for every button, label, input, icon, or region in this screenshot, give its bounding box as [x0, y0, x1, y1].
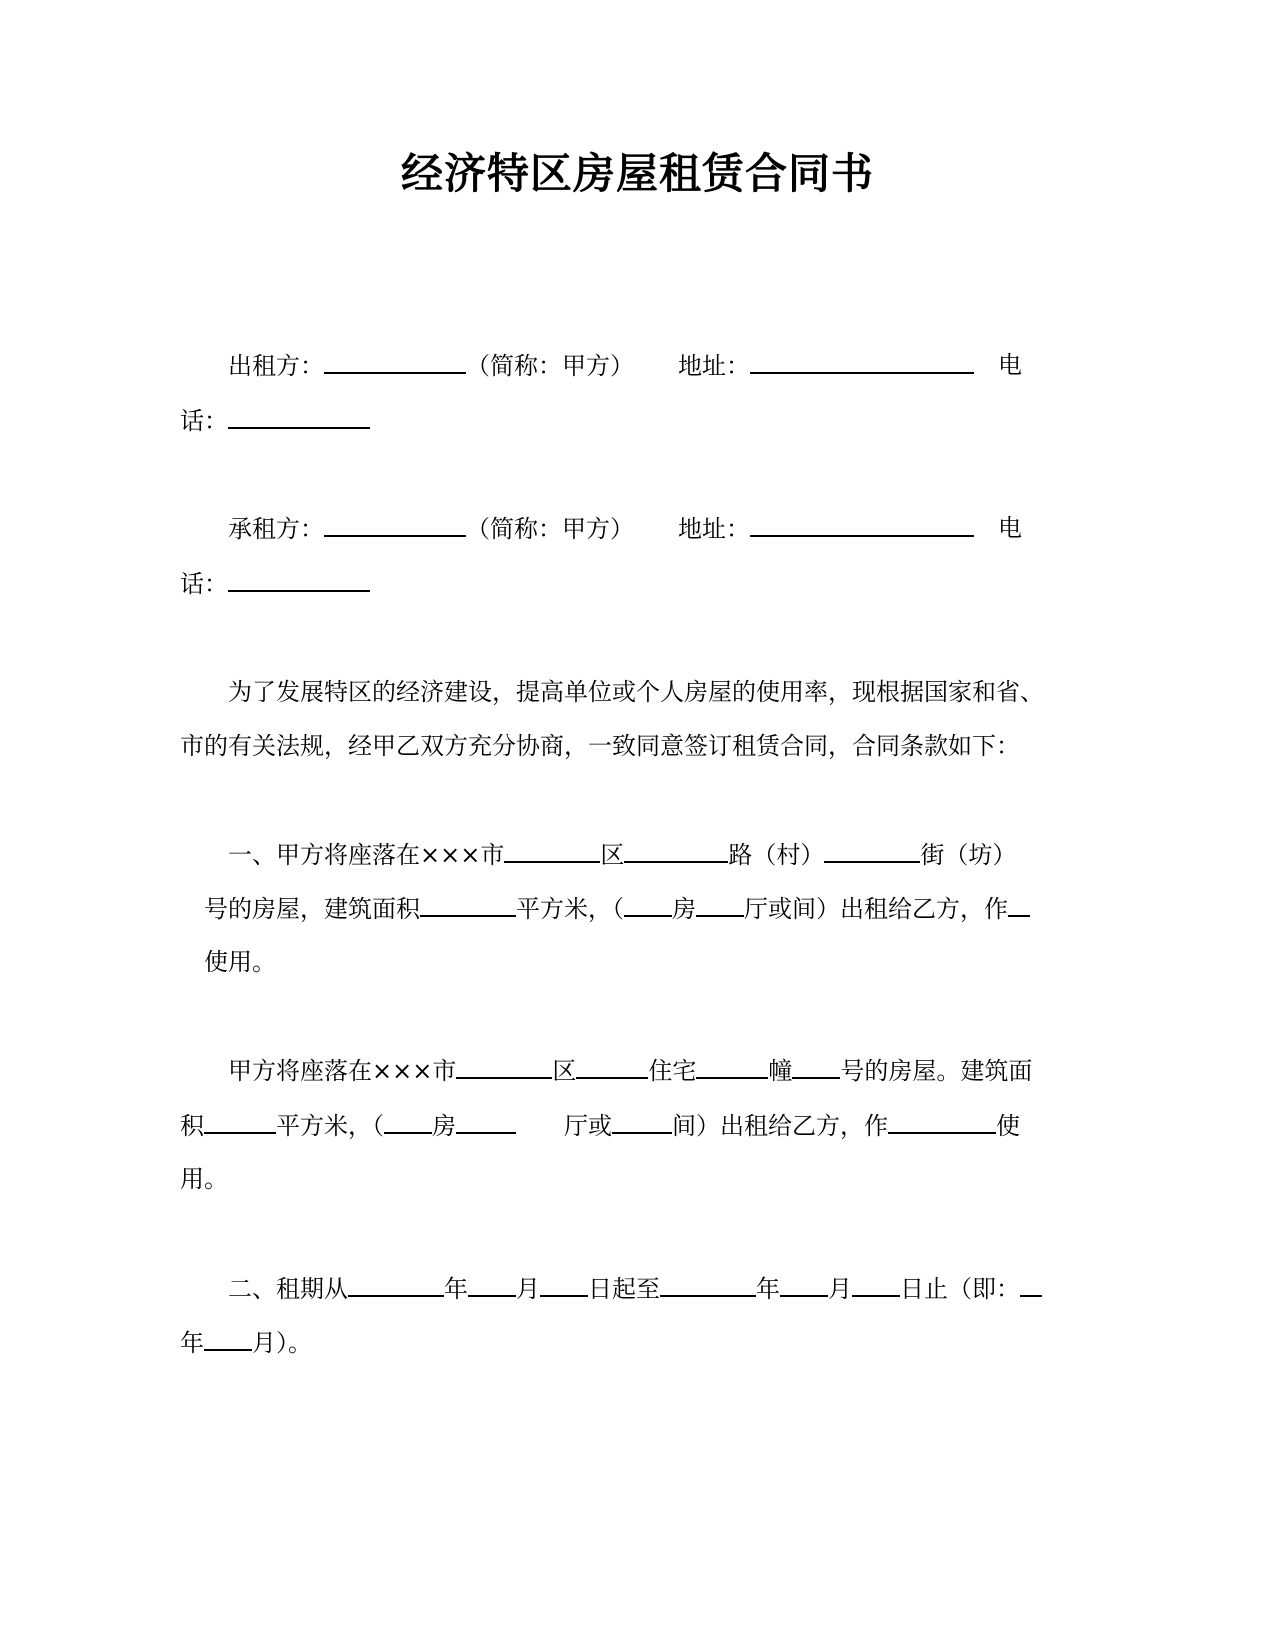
clause1-text-e: 号的房屋，建筑面积 [204, 895, 420, 923]
clause1-alt-text-a: 甲方将座落在×××市 [228, 1057, 457, 1085]
clause1-street-blank[interactable] [824, 839, 920, 863]
clause1-text-a: 一、甲方将座落在×××市 [228, 841, 505, 869]
lessee-address-label: 地址： [678, 515, 750, 543]
clause2-text-g: 日止（即： [900, 1275, 1020, 1303]
clause2-text-c: 月 [516, 1275, 540, 1303]
clause2-end-month-blank[interactable] [780, 1273, 828, 1297]
clause1-line-2 [204, 893, 1030, 924]
lessee-abbr: （简称：甲方） [466, 515, 634, 543]
clause2-end-day-blank[interactable] [852, 1273, 900, 1297]
clause2-end-year-blank[interactable] [660, 1273, 756, 1297]
clause1-halls-blank[interactable] [696, 893, 744, 917]
document-title: 经济特区房屋租赁合同书 [400, 149, 874, 198]
lessee-phone-line [180, 568, 370, 599]
clause1-area-blank[interactable] [420, 893, 516, 917]
clause1-alt-halls-blank[interactable] [456, 1110, 516, 1134]
clause1-alt-line-1 [228, 1055, 1032, 1086]
lessor-address-label: 地址： [678, 352, 750, 380]
clause2-years-blank[interactable] [1020, 1273, 1042, 1297]
clause1-alt-area-blank[interactable] [204, 1110, 276, 1134]
clause2-text-a: 二、租期从 [228, 1275, 348, 1303]
clause1-alt-text-c: 住宅 [648, 1057, 697, 1085]
lessor-phone-blank[interactable] [228, 405, 370, 429]
clause2-text-d: 日起至 [588, 1275, 660, 1303]
lessee-phone-label-b: 话： [180, 570, 228, 598]
clause1-rooms-blank[interactable] [624, 893, 672, 917]
clause2-start-year-blank[interactable] [348, 1273, 444, 1297]
clause1-road-blank[interactable] [624, 839, 728, 863]
clause2-text-b: 年 [444, 1275, 468, 1303]
clause1-text-g: 房 [672, 895, 696, 923]
preamble-line-1: 为了发展特区的经济建设，提高单位或个人房屋的使用率，现根据国家和省、 [228, 678, 1044, 706]
clause2-start-month-blank[interactable] [468, 1273, 516, 1297]
clause1-alt-text-k: 使 [996, 1112, 1020, 1140]
lessor-name-blank[interactable] [324, 350, 466, 374]
lessor-abbr: （简称：甲方） [466, 352, 634, 380]
clause2-line-2 [180, 1327, 312, 1358]
clause1-alt-line-3: 用。 [180, 1165, 228, 1193]
lessee-phone-label-a: 电 [998, 514, 1022, 542]
lessee-line [228, 513, 634, 544]
lessee-label: 承租方： [228, 515, 324, 543]
clause1-alt-rooms-blank[interactable] [384, 1110, 432, 1134]
clause1-alt-building-blank[interactable] [696, 1055, 768, 1079]
lessee-phone-blank[interactable] [228, 568, 370, 592]
lessor-phone-label-b: 话： [180, 407, 228, 435]
lessor-phone-label-a: 电 [998, 351, 1022, 379]
clause2-text-i: 月）。 [252, 1329, 312, 1357]
clause1-alt-line-2 [180, 1110, 1020, 1141]
clause2-text-h: 年 [180, 1329, 204, 1357]
clause1-alt-text-f: 积 [180, 1112, 204, 1140]
clause1-district-blank[interactable] [504, 839, 600, 863]
clause1-text-d: 街（坊） [920, 841, 1017, 869]
clause1-alt-text-b: 区 [552, 1057, 577, 1085]
clause1-alt-text-i: 厅或 [564, 1112, 612, 1140]
clause1-alt-use-blank[interactable] [888, 1110, 996, 1134]
clause1-text-b: 区 [600, 841, 625, 869]
clause1-alt-estate-blank[interactable] [576, 1055, 648, 1079]
lessee-address-blank[interactable] [750, 513, 974, 537]
clause1-line-3: 使用。 [204, 948, 276, 976]
clause1-alt-text-j: 间）出租给乙方，作 [672, 1112, 888, 1140]
clause1-alt-number-blank[interactable] [792, 1055, 840, 1079]
clause1-line-1 [228, 839, 1016, 870]
lessor-phone-line [180, 405, 370, 436]
lessee-address-line [678, 513, 974, 544]
lessor-label: 出租方： [228, 352, 324, 380]
clause1-text-h: 厅或间）出租给乙方，作 [744, 895, 1008, 923]
clause1-alt-text-h: 房 [432, 1112, 456, 1140]
lessee-name-blank[interactable] [324, 513, 466, 537]
clause1-use-blank[interactable] [1008, 893, 1030, 917]
clause1-alt-jian-blank[interactable] [612, 1110, 672, 1134]
clause2-start-day-blank[interactable] [540, 1273, 588, 1297]
clause1-text-f: 平方米，（ [516, 895, 624, 923]
clause2-text-f: 月 [828, 1275, 852, 1303]
clause2-months-blank[interactable] [204, 1327, 252, 1351]
clause1-alt-district-blank[interactable] [456, 1055, 552, 1079]
lessor-address-line [678, 350, 974, 381]
lessor-line [228, 350, 634, 381]
lessor-address-blank[interactable] [750, 350, 974, 374]
preamble-line-2: 市的有关法规，经甲乙双方充分协商，一致同意签订租赁合同，合同条款如下： [180, 732, 1020, 760]
clause1-alt-text-e: 号的房屋。建筑面 [840, 1057, 1033, 1085]
clause2-line-1 [228, 1273, 1042, 1304]
clause1-text-c: 路（村） [728, 841, 825, 869]
clause1-alt-text-g: 平方米，（ [276, 1112, 384, 1140]
clause1-alt-text-d: 幢 [768, 1057, 793, 1085]
clause2-text-e: 年 [756, 1275, 780, 1303]
